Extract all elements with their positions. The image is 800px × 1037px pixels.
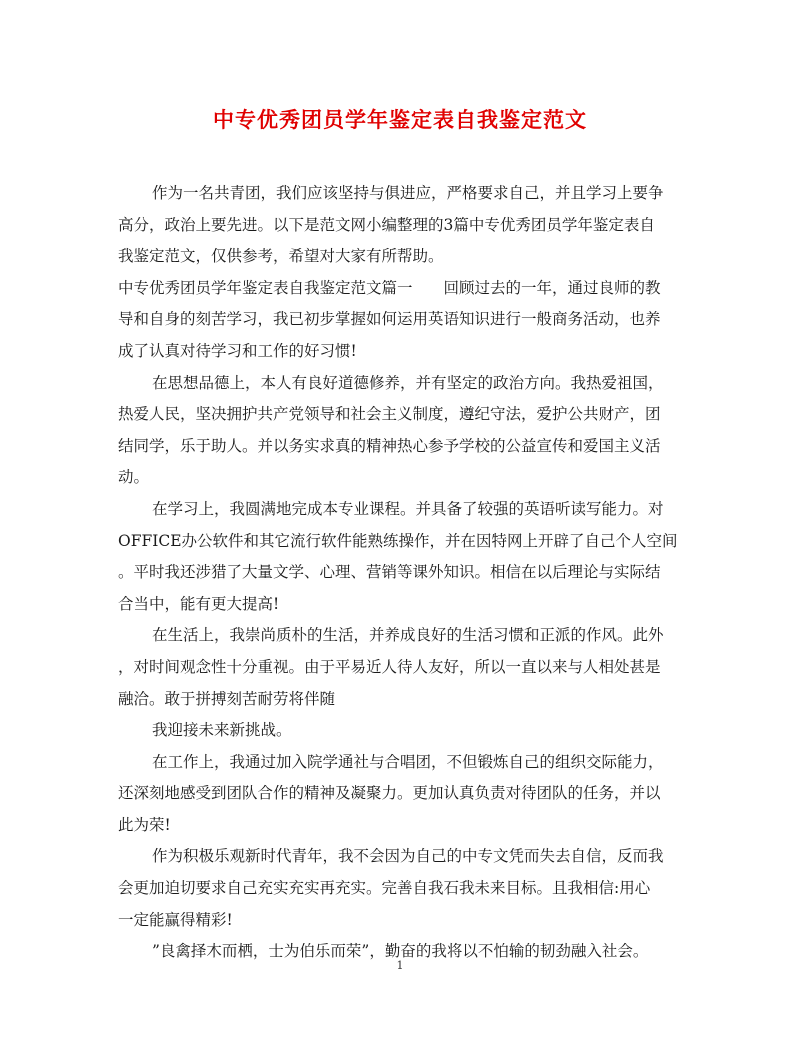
text-line: 作为一名共青团，我们应该坚持与俱进应，严格要求自己，并且学习上要争 [152,184,664,202]
page-title: 中专优秀团员学年鉴定表自我鉴定范文 [213,108,587,132]
page-number: 1 [396,959,404,972]
text-line: 在思想品德上，本人有良好道德修养，并有坚定的政治方向。我热爱祖国， [152,373,664,392]
text-line: 作为积极乐观新时代青年，我不会因为自己的中专文凭而失去自信，反而我 [152,847,664,866]
text-line: ”良禽择木而栖，士为伯乐而荣”，勤奋的我将以不怕输的韧劲融入社会。 [152,942,649,961]
text-line: 在工作上，我通过加入院学通社与合唱团，不但锻炼自己的组织交际能力， [152,752,664,771]
text-line: ，对时间观念性十分重视。由于平易近人待人友好，所以一直以来与人相处甚是 [118,657,661,676]
text-line: 在学习上，我圆满地完成本专业课程。并具备了较强的英语听读写能力。对 [152,499,664,518]
text-line: 热爱人民，坚决拥护共产党领导和社会主义制度，遵纪守法，爱护公共财产，团 [118,405,661,424]
text-line: 我鉴定范文，仅供参考，希望对大家有所帮助。 [118,247,444,266]
text-line: 结同学，乐于助人。并以务实求真的精神热心参予学校的公益宣传和爱国主义活 [118,436,661,455]
text-line: 在生活上，我崇尚质朴的生活，并养成良好的生活习惯和正派的作风。此外 [152,626,664,645]
text-line: 成了认真对待学习和工作的好习惯! [118,341,357,360]
text-line: 此为荣! [118,815,171,834]
text-line: 动。 [118,468,150,487]
text-line: OFFICE办公软件和其它流行软件能熟练操作，并在因特网上开辟了自己个人空间 [118,531,678,550]
text-line: 会更加迫切要求自己充实充实再充实。完善自我石我未来目标。且我相信:用心 [118,879,651,898]
text-line: 还深刻地感受到团队合作的精神及凝聚力。更加认真负责对待团队的任务，并以 [118,784,661,803]
text-line: 融洽。敢于拼搏刻苦耐劳将伴随 [118,689,336,708]
text-line: 合当中，能有更大提高! [118,594,280,613]
text-line: 中专优秀团员学年鉴定表自我鉴定范文篇一 回顾过去的一年，通过良师的教 [118,278,661,297]
text-line: 。平时我还涉猎了大量文学、心理、营销等课外知识。相信在以后理论与实际结 [118,563,661,582]
body-text [118,178,678,968]
text-line: 我迎接未来新挑战。 [152,721,292,740]
text-line: 一定能赢得精彩! [118,910,233,929]
text-line: 导和自身的刻苦学习，我已初步掌握如何运用英语知识进行一般商务活动，也养 [118,310,661,329]
text-line: 高分，政治上要先进。以下是范文网小编整理的3篇中专优秀团员学年鉴定表自 [118,215,655,234]
